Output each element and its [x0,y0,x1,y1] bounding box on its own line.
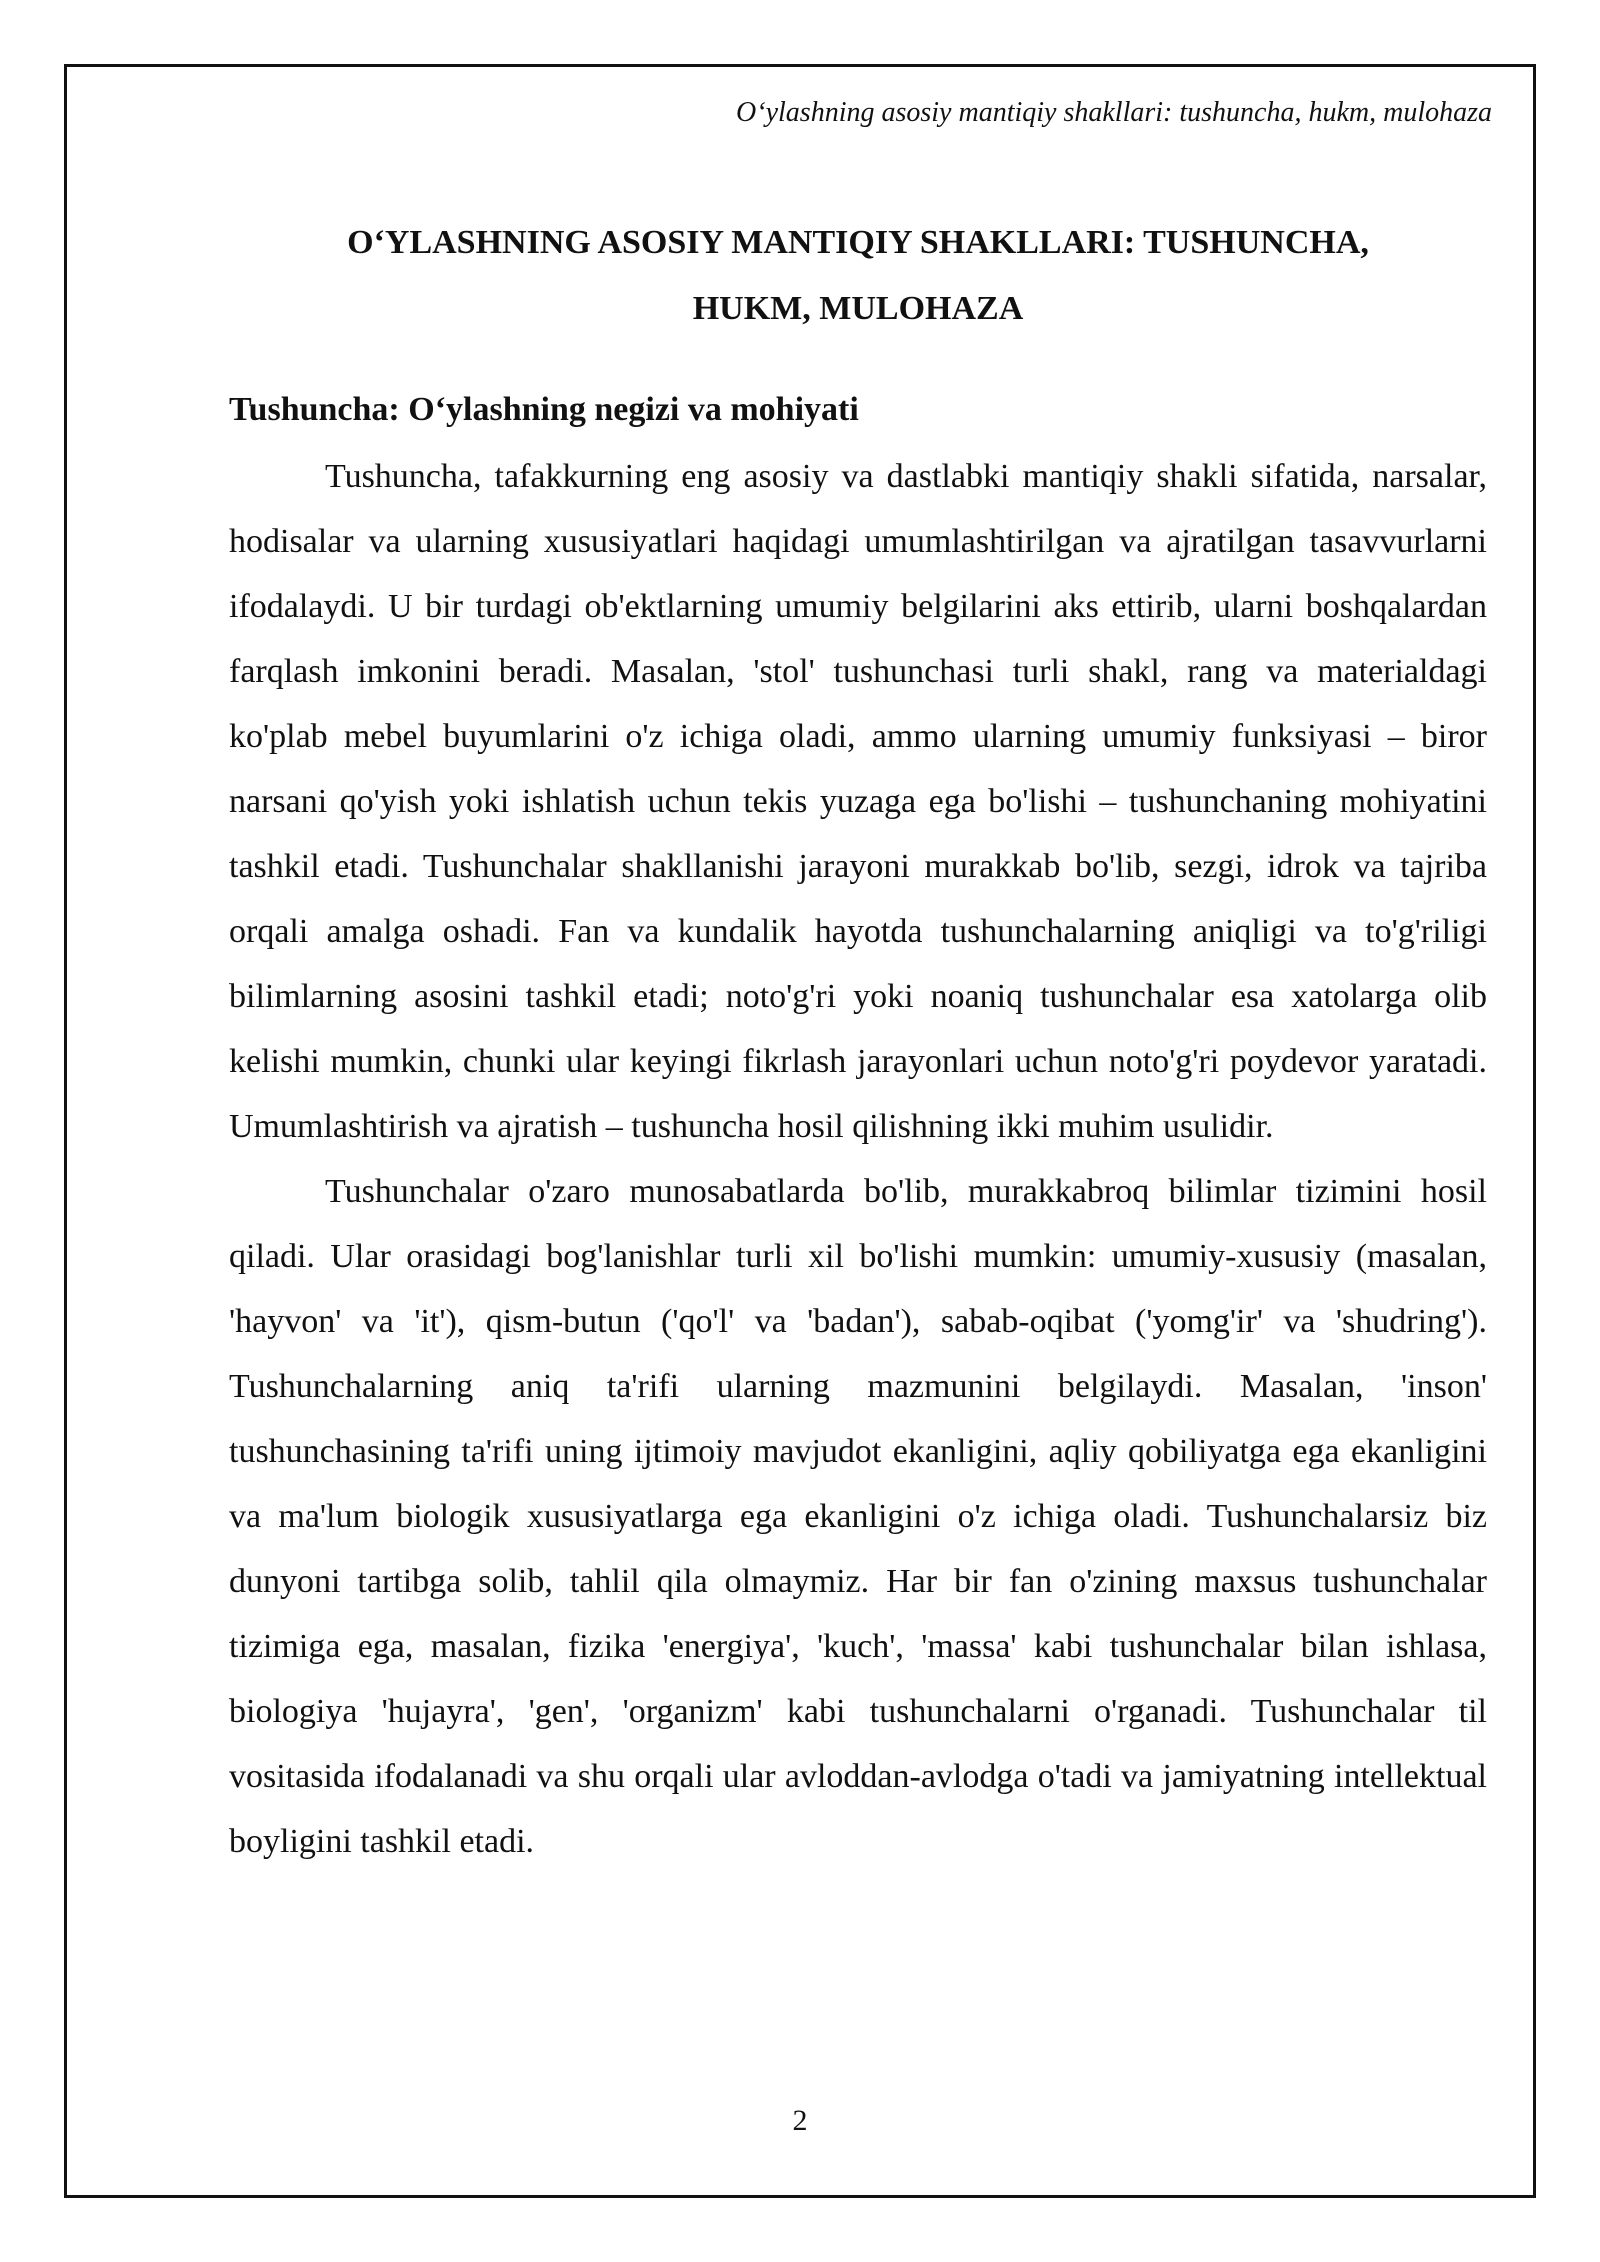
page-number: 2 [792,2104,808,2137]
running-header: O‘ylashning asosiy mantiqiy shakllari: tushuncha, hukm, mulohaza [736,97,1492,128]
document-body [229,210,1487,1874]
body-paragraph-1: Tushuncha, tafakkurning eng asosiy va dastlabki mantiqiy shakli sifatida, narsalar, hodisalar va ularning xususiyatlari haqidagi umumlashtirilgan va ajratilgan tasavvurlarni ifodalaydi. U bir turdagi ob'ektlarning umumiy belgilarini aks ettirib, ularni boshqalardan farqlash imkonini beradi. Masalan, 'stol' tushunchasi turli shakl, rang va materialdagi ko'plab mebel buyumlarini o'z ichiga oladi, ammo ularning umumiy funksiyasi – biror narsani qo'yish yoki ishlatish uchun tekis yuzaga ega bo'lishi – tushunchaning mohiyatini tashkil etadi. Tushunchalar shakllanishi jarayoni murakkab bo'lib, sezgi, idrok va tajriba orqali amalga oshadi. Fan va kundalik hayotda tushunchalarning aniqligi va to'g'riligi bilimlarning asosini tashkil etadi; noto'g'ri yoki noaniq tushunchalar esa xatolarga olib kelishi mumkin, chunki ular keyingi fikrlash jarayonlari uchun noto'g'ri poydevor yaratadi. Umumlashtirish va ajratish – tushuncha hosil qilishning ikki muhim usulidir. [229,458,1487,1145]
document-title-line-1: O‘YLASHNING ASOSIY MANTIQIY SHAKLLARI: TUSHUNCHA, [347,224,1369,261]
document-title-line-2: HUKM, MULOHAZA [692,290,1024,327]
body-paragraph-2: Tushunchalar o'zaro munosabatlarda bo'lib, murakkabroq bilimlar tizimini hosil qiladi. Ular orasidagi bog'lanishlar turli xil bo'lishi mumkin: umumiy-xususiy (masalan, 'hayvon' va 'it'), qism-butun ('qo'l' va 'badan'), sabab-oqibat ('yomg'ir' va 'shudring'). Tushunchalarning aniq ta'rifi ularning mazmunini belgilaydi. Masalan, 'inson' tushunchasining ta'rifi uning ijtimoiy mavjudot ekanligini, aqliy qobiliyatga ega ekanligini va ma'lum biologik xususiyatlarga ega ekanligini o'z ichiga oladi. Tushunchalarsiz biz dunyoni tartibga solib, tahlil qila olmaymiz. Har bir fan o'zining maxsus tushunchalar tizimiga ega, masalan, fizika 'energiya', 'kuch', 'massa' kabi tushunchalar bilan ishlasa, biologiya 'hujayra', 'gen', 'organizm' kabi tushunchalarni o'rganadi. Tushunchalar til vositasida ifodalanadi va shu orqali ular avloddan-avlodga o'tadi va jamiyatning intellektual boyligini tashkil etadi. [229,1173,1487,1860]
document-title [229,210,1487,342]
section-heading: Tushuncha: O‘ylashning negizi va mohiyati [229,391,859,428]
